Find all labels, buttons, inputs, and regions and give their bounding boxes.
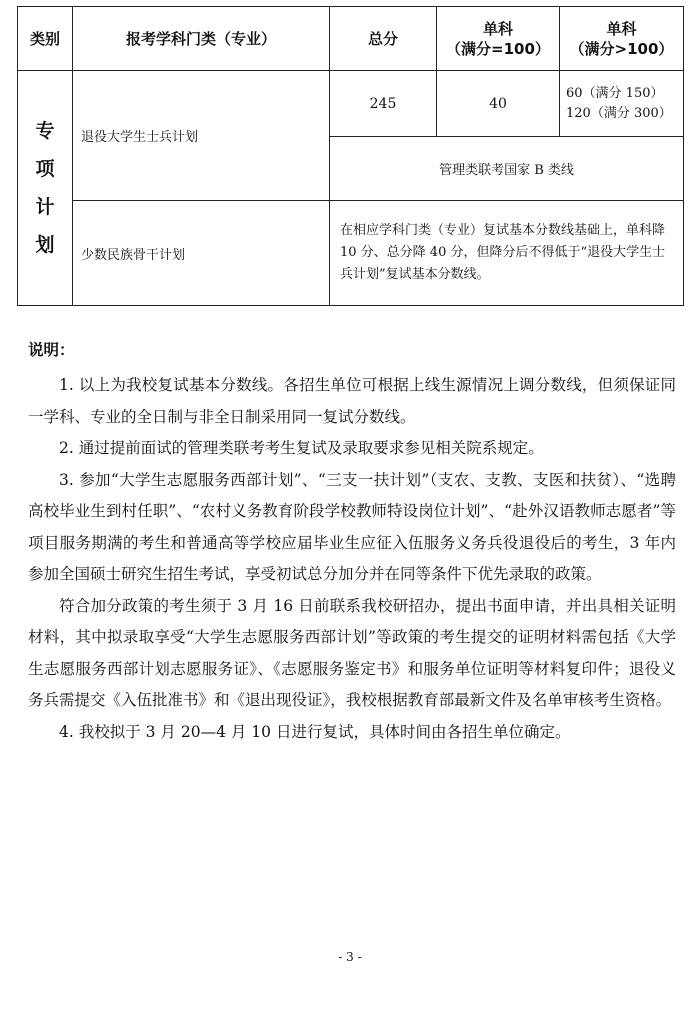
- note-paragraph-2: 2. 通过提前面试的管理类联考考生复试及录取要求参见相关院系规定。: [59, 439, 544, 457]
- header-single-over-100: [560, 7, 684, 71]
- header-single-100: [437, 7, 560, 71]
- score-table: [17, 6, 684, 306]
- header-single-100-line2: （满分=100）: [446, 39, 550, 58]
- header-category: 类别: [18, 7, 73, 71]
- note-paragraph-3: 3. 参加“大学生志愿服务西部计划”、“三支一扶计划”（支农、支教、支医和扶贫）、“选聘高校毕业生到村任职”、“农村义务教育阶段学校教师特设岗位计划”、“赴外汉语教师志愿者”等项目服务期满的考生和普通高等学校应届毕业生应征入伍服务义务兵役退役后的考生，3 年内参加全国硕士研究生招生考试，享受初试总分加分并在同等条件下优先录取的政策。: [28, 470, 676, 583]
- category-char: 划: [35, 234, 55, 256]
- program-minority-backbone: 少数民族骨干计划: [73, 201, 330, 306]
- category-char: 项: [35, 158, 55, 180]
- table-header-row: [18, 7, 684, 71]
- header-single-over-line2: （满分>100）: [569, 39, 674, 58]
- notes-title: 说明：: [28, 341, 75, 359]
- single-over-b: 120（满分 300）: [566, 105, 672, 121]
- category-char: 计: [35, 196, 55, 218]
- category-char: 专: [35, 120, 55, 142]
- header-single-100-line1: 单科: [482, 19, 513, 38]
- page-number: - 3 -: [338, 950, 362, 964]
- notes-section: [28, 338, 676, 748]
- management-national-line: 管理类联考国家 B 类线: [330, 137, 684, 201]
- veteran-single-100-score: 40: [437, 71, 560, 137]
- note-paragraph-5: 4. 我校拟于 3 月 20—4 月 10 日进行复试，具体时间由各招生单位确定。: [59, 722, 571, 741]
- veteran-single-over-100-score: [560, 71, 684, 137]
- single-over-a: 60（满分 150）: [566, 85, 664, 101]
- table-row: [18, 71, 684, 137]
- table-row: [18, 201, 684, 306]
- veteran-total-score: 245: [330, 71, 437, 137]
- note-paragraph-1: 1. 以上为我校复试基本分数线。各招生单位可根据上线生源情况上调分数线，但须保证同一学科、专业的全日制与非全日制采用同一复试分数线。: [28, 376, 676, 426]
- category-special-plan: [18, 71, 73, 306]
- note-paragraph-4: 符合加分政策的考生须于 3 月 16 日前联系我校研招办，提出书面申请，并出具相关证明材料，其中拟录取享受“大学生志愿服务西部计划”等政策的考生提交的证明材料需包括《大学生志愿服务西部计划志愿服务证》、《志愿服务鉴定书》和服务单位证明等材料复印件；退役义务兵需提交《入伍批准书》和《退出现役证》，我校根据教育部最新文件及名单审核考生资格。: [28, 596, 676, 709]
- minority-score-rule: 在相应学科门类（专业）复试基本分数线基础上，单科降 10 分、总分降 40 分，但降分后不得低于“退役大学生士兵计划”复试基本分数线。: [330, 201, 684, 306]
- header-total: 总分: [330, 7, 437, 71]
- header-single-over-line1: 单科: [606, 19, 637, 38]
- header-subject: 报考学科门类（专业）: [73, 7, 330, 71]
- program-veteran-soldier: 退役大学生士兵计划: [73, 71, 330, 201]
